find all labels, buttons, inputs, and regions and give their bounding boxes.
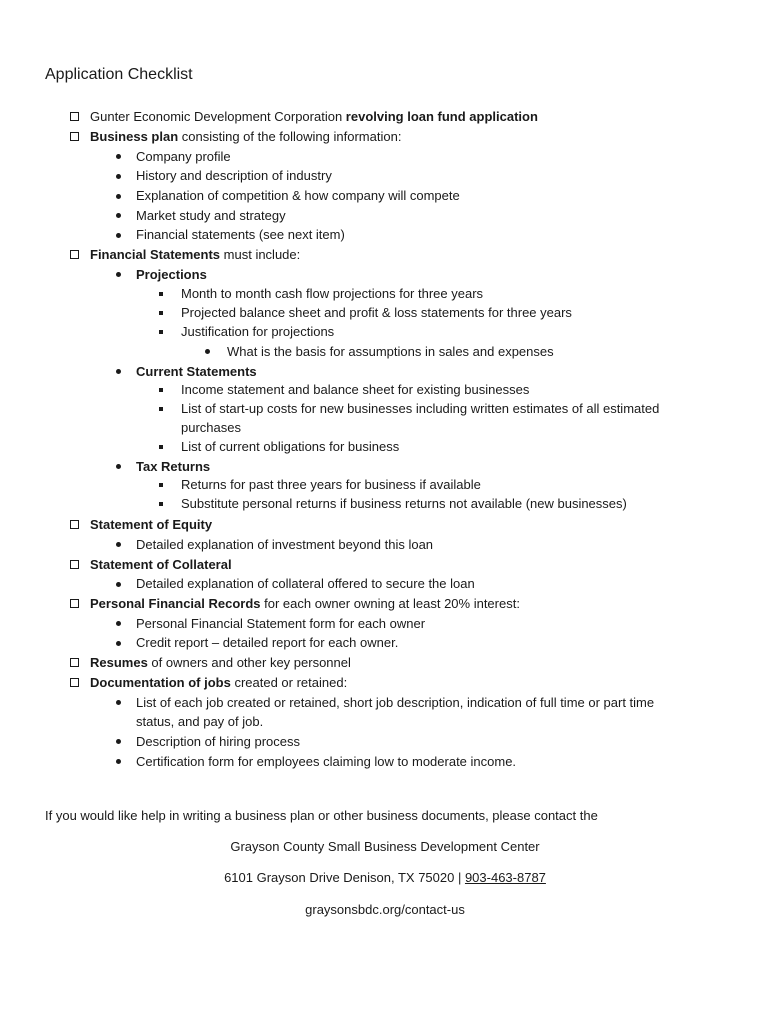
item-resumes: Resumes of owners and other key personnel xyxy=(90,655,351,670)
item-personal-financial-records: Personal Financial Records for each owner owning at least 20% interest: xyxy=(90,596,520,611)
checkbox-statement-of-equity[interactable] xyxy=(70,520,79,529)
square-bullet-icon xyxy=(159,483,163,487)
list-item: Market study and strategy xyxy=(136,208,286,223)
checkbox-financial-statements[interactable] xyxy=(70,250,79,259)
list-item: Justification for projections xyxy=(181,324,335,339)
list-item: List of current obligations for business xyxy=(181,439,400,454)
square-bullet-icon xyxy=(159,445,163,449)
list-item: Income statement and balance sheet for existing businesses xyxy=(181,382,530,397)
bullet-icon xyxy=(116,582,121,587)
bullet-icon xyxy=(116,213,121,218)
item-financial-statements: Financial Statements must include: xyxy=(90,247,301,262)
list-item: Detailed explanation of investment beyond this loan xyxy=(136,537,434,552)
list-item: Projected balance sheet and profit & loss statements for three years xyxy=(181,305,572,320)
footer-website[interactable]: graysonsbdc.org/contact-us xyxy=(305,902,465,917)
square-bullet-icon xyxy=(159,292,163,296)
bullet-icon xyxy=(116,700,121,705)
checkbox-statement-of-collateral[interactable] xyxy=(70,560,79,569)
list-item: Credit report – detailed report for each owner. xyxy=(136,635,399,650)
section-projections: Projections xyxy=(136,267,207,282)
list-item-continuation: status, and pay of job. xyxy=(136,714,264,729)
checkbox-resumes[interactable] xyxy=(70,658,79,667)
list-item: List of each job created or retained, short job description, indication of full time or part time xyxy=(136,695,655,710)
bullet-icon xyxy=(116,174,121,179)
footer-address-line xyxy=(0,870,770,886)
item-statement-of-equity: Statement of Equity xyxy=(90,517,213,532)
list-item: Company profile xyxy=(136,149,231,164)
bullet-icon xyxy=(116,759,121,764)
checkbox-loan-application[interactable] xyxy=(70,112,79,121)
bullet-icon xyxy=(116,369,121,374)
footer-phone-link[interactable]: 903-463-8787 xyxy=(464,870,546,885)
item-business-plan: Business plan consisting of the following information: xyxy=(90,129,402,144)
square-bullet-icon xyxy=(159,330,163,334)
list-item: Month to month cash flow projections for three years xyxy=(181,286,484,301)
list-item: Returns for past three years for business if available xyxy=(181,477,481,492)
list-item: Detailed explanation of collateral offered to secure the loan xyxy=(136,576,475,591)
bullet-icon xyxy=(116,194,121,199)
list-item-continuation: purchases xyxy=(181,420,241,435)
footer-org-name: Grayson County Small Business Development Center xyxy=(230,839,540,854)
list-item: Personal Financial Statement form for each owner xyxy=(136,616,426,631)
bullet-icon xyxy=(116,621,121,626)
item-loan-application: Gunter Economic Development Corporation revolving loan fund application xyxy=(90,109,538,124)
bullet-icon xyxy=(116,154,121,159)
list-item: Explanation of competition & how company will compete xyxy=(136,188,460,203)
checkbox-personal-financial-records[interactable] xyxy=(70,599,79,608)
section-tax-returns: Tax Returns xyxy=(136,459,211,474)
square-bullet-icon xyxy=(159,388,163,392)
item-documentation-of-jobs: Documentation of jobs created or retained: xyxy=(90,675,348,690)
square-bullet-icon xyxy=(159,311,163,315)
page-title: Application Checklist xyxy=(45,66,193,83)
list-item: Certification form for employees claiming low to moderate income. xyxy=(136,754,517,769)
list-item: Description of hiring process xyxy=(136,734,301,749)
item-statement-of-collateral: Statement of Collateral xyxy=(90,557,232,572)
list-item: Financial statements (see next item) xyxy=(136,227,345,242)
square-bullet-icon xyxy=(159,502,163,506)
checkbox-documentation-of-jobs[interactable] xyxy=(70,678,79,687)
footer-intro: If you would like help in writing a business plan or other business documents, please contact the xyxy=(45,808,598,823)
checkbox-business-plan[interactable] xyxy=(70,132,79,141)
bullet-icon xyxy=(116,272,121,277)
list-item: Substitute personal returns if business returns not available (new businesses) xyxy=(181,496,627,511)
bullet-icon xyxy=(116,542,121,547)
bullet-icon xyxy=(116,233,121,238)
list-item: What is the basis for assumptions in sales and expenses xyxy=(227,344,554,359)
section-current-statements: Current Statements xyxy=(136,364,257,379)
footer-address: 6101 Grayson Drive Denison, TX 75020 | xyxy=(224,870,465,885)
list-item: History and description of industry xyxy=(136,168,332,183)
bullet-icon xyxy=(116,641,121,646)
square-bullet-icon xyxy=(159,407,163,411)
bullet-icon xyxy=(205,349,210,354)
bullet-icon xyxy=(116,464,121,469)
list-item: List of start-up costs for new businesses including written estimates of all estimated xyxy=(181,401,660,416)
bullet-icon xyxy=(116,739,121,744)
